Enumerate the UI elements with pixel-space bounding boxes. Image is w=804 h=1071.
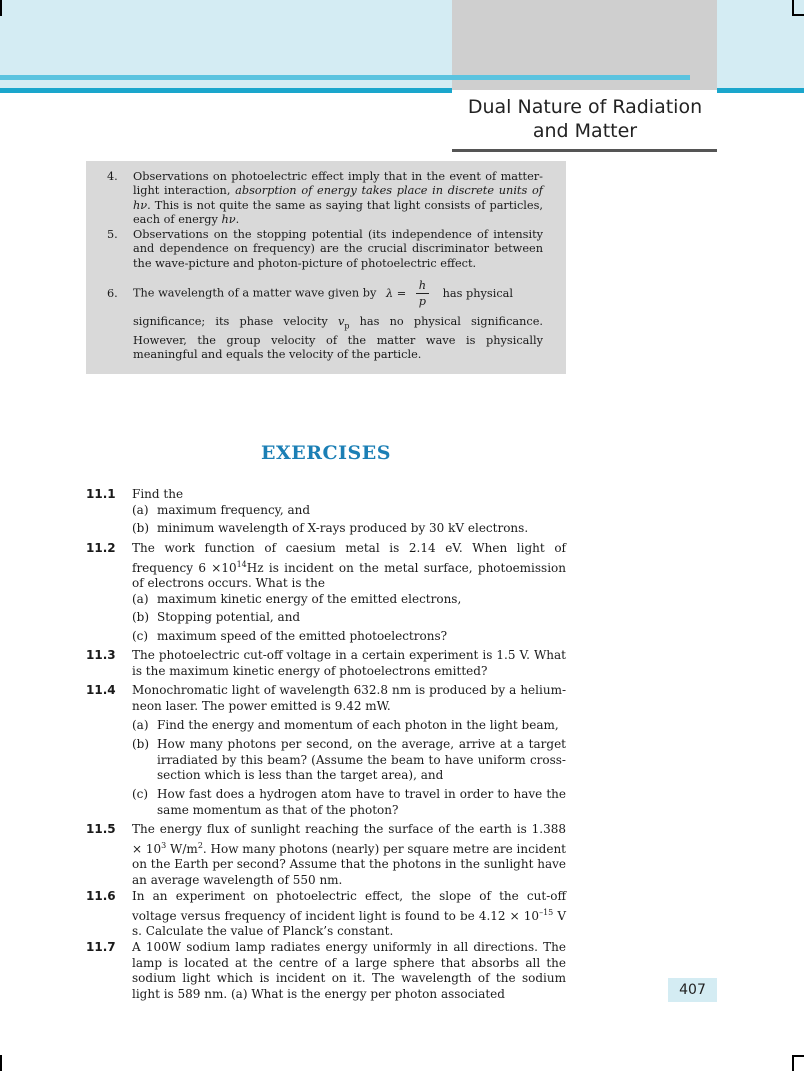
summary-point-5: 5. Observations on the stopping potential (its independence of intensity and dependence on frequency) are the crucial discriminator between the wave-picture and photon-picture of photoelectric effect. [107,228,543,270]
h-over-p-fraction: $\frac{h}{p}$ [416,278,429,309]
exercise-11-1-b: (b) minimum wavelength of X-rays produced by 30 kV electrons. [132,521,529,535]
chapter-tab-accent [452,75,690,80]
exercise-11-2-b: (b) Stopping potential, and [132,610,301,624]
crop-mark-bottom-right-h [792,1055,804,1057]
crop-mark-top-right-h [792,14,804,16]
exercise-11-4: 11.4 Monochromatic light of wavelength 632.8 nm is produced by a helium-neon laser. The power emitted is 9.42 mW. [86,683,566,713]
exercise-11-2-c: (c) maximum speed of the emitted photoelectrons? [132,629,448,643]
chapter-title-underline [452,149,717,152]
summary-point-4: 4. Observations on photoelectric effect imply that in the event of matter-light interaction, absorption of energy takes place in discrete units of hν. This is not quite the same as saying that light consists of particles, each of energy hν. [107,170,543,227]
exercise-11-7: 11.7 A 100W sodium lamp radiates energy uniformly in all directions. The lamp is located at the centre of a large sphere that absorbs all the sodium light which is incident on it. The wavelength of the sodium light is 589 nm. (a) What is the energy per photon associated [86,940,566,1001]
exercise-11-4-a: (a) Find the energy and momentum of each photon in the light beam, [132,718,559,732]
exercise-11-4-b: (b) How many photons per second, on the average, arrive at a target irradiated by this beam? (Assume the beam to have uniform cross-section which is less than the target area), and [132,737,566,782]
summary-point-6: 6. The wavelength of a matter wave given by λ = $\frac{h}{p}$ has physical significance; its phase velocity $v_p$ has no physical significance. However, the group velocity of the matter wave is physically meaningful and equals the velocity of the particle. [107,279,544,362]
exercise-11-3: 11.3 The photoelectric cut-off voltage in a certain experiment is 1.5 V. What is the maximum kinetic energy of photoelectrons emitted? [86,648,566,678]
exercise-11-6: 11.6 In an experiment on photoelectric effect, the slope of the cut-off voltage versus frequency of incident light is found to be $4.12 \times 10^{-15}$ V s. Calculate the value of Planck’s constant. [86,889,567,938]
page-number: 407 [668,978,717,1002]
crop-mark-top-left [0,0,2,16]
chapter-title: Dual Nature of Radiation and Matter [467,96,703,142]
exercise-11-1-a: (a) maximum frequency, and [132,503,311,517]
exercise-11-4-c: (c) How fast does a hydrogen atom have to travel in order to have the same momentum as that of the photon? [132,787,566,817]
exercise-11-2-a: (a) maximum kinetic energy of the emitted electrons, [132,592,462,606]
crop-mark-bottom-right [792,1055,794,1071]
exercise-11-1: 11.1 Find the [86,487,184,501]
exercises-heading: EXERCISES [261,442,391,464]
crop-mark-bottom-left [0,1055,2,1071]
exercise-11-2: 11.2 The work function of caesium metal is 2.14 eV. When light of frequency $6 \times 10^{14}Hz$ is incident on the metal surface, photoemission of electrons occurs. What is the [86,541,567,590]
exercise-11-5: 11.5 The energy flux of sunlight reaching the surface of the earth is $1.388 \times 10^3$ $W/m^2$. How many photons (nearly) per square metre are incident on the Earth per second? Assume that the photons in the sunlight have an average wavelength of 550 nm. [86,822,566,887]
